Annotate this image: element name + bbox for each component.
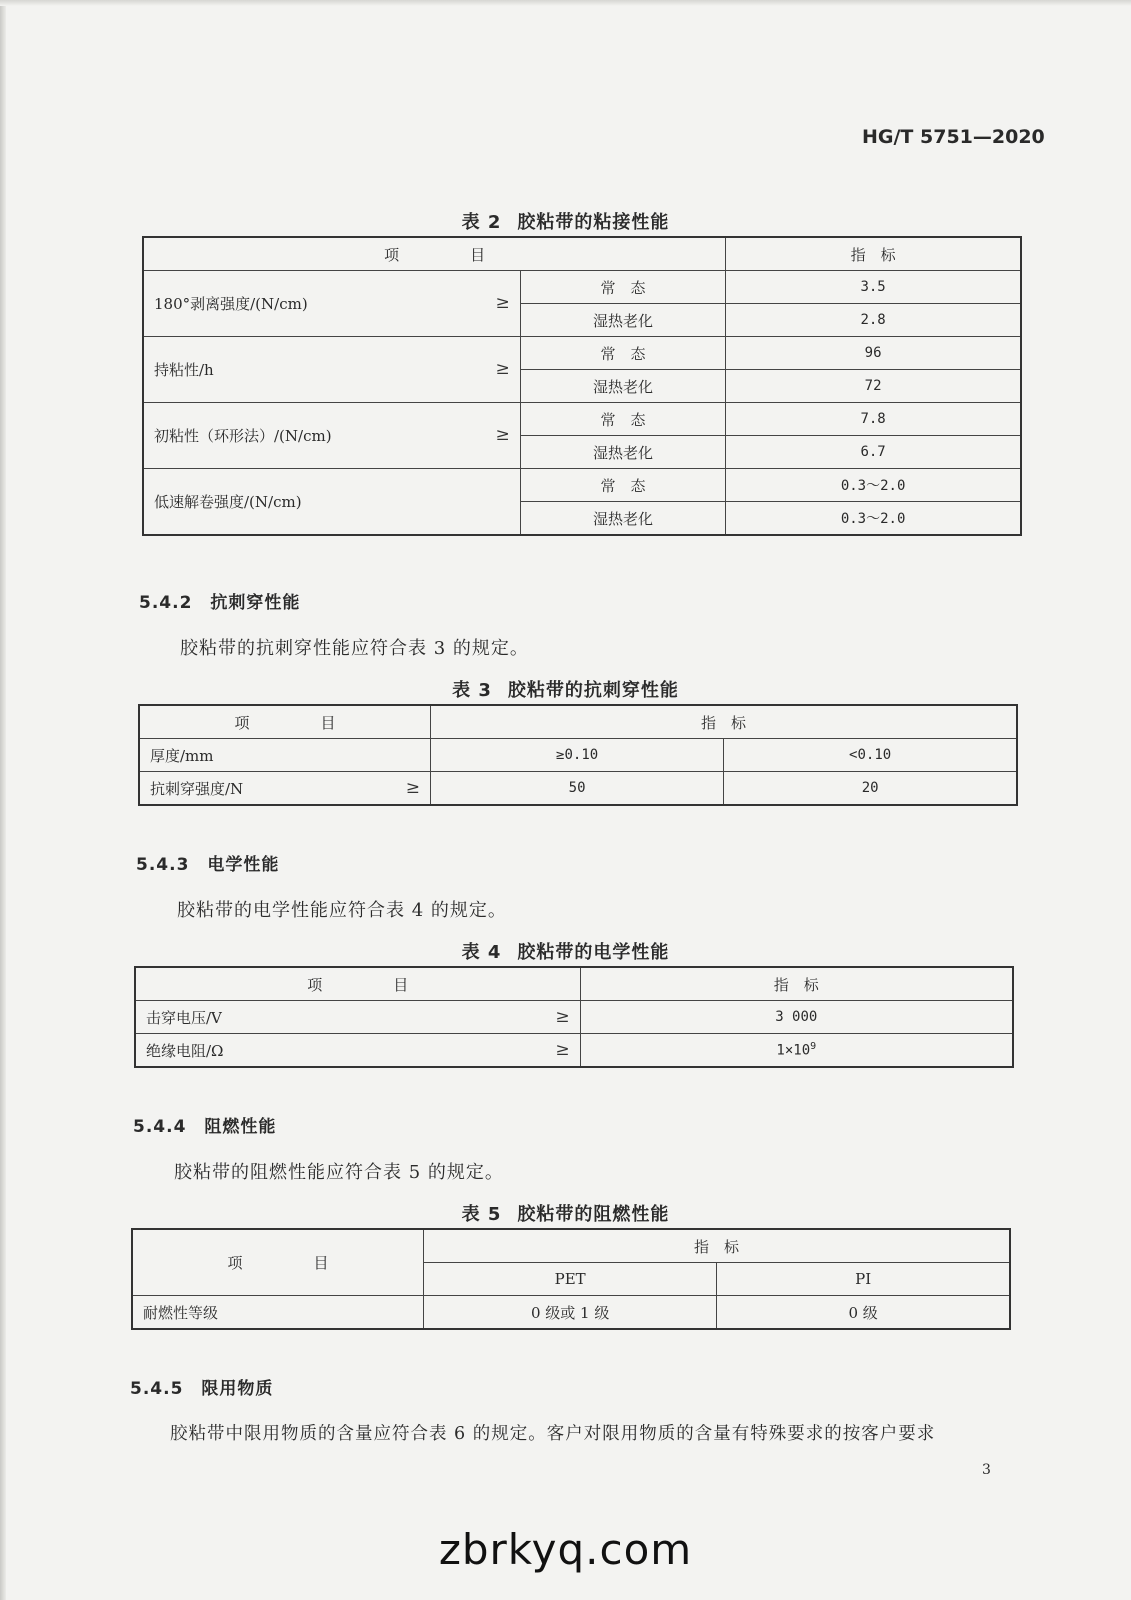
table5-caption-num: 表 5 xyxy=(461,1204,502,1225)
section-number: 5.4.5 xyxy=(130,1379,184,1399)
section-title: 限用物质 xyxy=(201,1379,274,1399)
table3-row-name: 厚度/mm xyxy=(139,739,430,772)
table5 xyxy=(131,1228,1011,1330)
table2-header-index: 指 标 xyxy=(726,237,1021,271)
table5-value: 0 级 xyxy=(717,1296,1010,1330)
table5-caption-title: 胶粘带的阻燃性能 xyxy=(517,1204,670,1225)
table2-caption-num: 表 2 xyxy=(461,212,502,233)
table5-header-item: 项 目 xyxy=(132,1229,424,1296)
row-label: 180°剥离强度/(N/cm) xyxy=(154,295,308,313)
table4-caption xyxy=(0,938,1131,964)
section-5-4-4-heading xyxy=(133,1112,276,1137)
row-label: 击穿电压/V xyxy=(146,1008,222,1027)
value-base: 1×10 xyxy=(776,1042,811,1059)
table3-header-item: 项 目 xyxy=(139,705,430,739)
section-5-4-4-text: 胶粘带的阻燃性能应符合表 5 的规定。 xyxy=(174,1162,504,1183)
table2-cond: 常 态 xyxy=(520,271,726,304)
table4-row-name xyxy=(135,1001,580,1034)
row-label: 抗刺穿强度/N xyxy=(150,779,244,798)
section-number: 5.4.2 xyxy=(139,593,193,613)
table4-value: 3 000 xyxy=(580,1001,1013,1034)
section-5-4-2-heading xyxy=(139,588,300,613)
table2-cond: 常 态 xyxy=(520,337,726,370)
table2-row-name xyxy=(143,271,520,337)
table2-value: 96 xyxy=(726,337,1021,370)
table2-value: 0.3～2.0 xyxy=(726,469,1021,502)
ge-symbol: ≥ xyxy=(495,359,510,379)
table5-caption xyxy=(0,1200,1131,1226)
table2-value: 72 xyxy=(726,370,1021,403)
table2-cond: 湿热老化 xyxy=(520,436,726,469)
page-edge-shadow xyxy=(0,0,6,1600)
table2-value: 3.5 xyxy=(726,271,1021,304)
table2-cond: 湿热老化 xyxy=(520,370,726,403)
table5-sub-pet: PET xyxy=(424,1263,717,1296)
standard-code: HG/T 5751—2020 xyxy=(862,126,1045,148)
ge-symbol: ≥ xyxy=(555,1006,570,1027)
table3-caption-num: 表 3 xyxy=(452,680,492,701)
table2-cond: 湿热老化 xyxy=(520,304,726,337)
page-number: 3 xyxy=(982,1462,991,1478)
table2-cond: 常 态 xyxy=(520,403,726,436)
row-label: 低速解卷强度/(N/cm) xyxy=(154,493,302,511)
table5-value: 0 级或 1 级 xyxy=(424,1296,717,1330)
section-5-4-2-text: 胶粘带的抗刺穿性能应符合表 3 的规定。 xyxy=(180,638,529,659)
section-5-4-5-heading xyxy=(130,1374,273,1399)
table4-header-index: 指 标 xyxy=(580,967,1013,1001)
section-number: 5.4.3 xyxy=(136,855,190,875)
ge-symbol: ≥ xyxy=(495,425,510,445)
section-title: 抗刺穿性能 xyxy=(210,593,301,613)
ge-symbol: ≥ xyxy=(495,293,510,313)
table3 xyxy=(138,704,1018,806)
section-title: 阻燃性能 xyxy=(204,1117,277,1137)
table5-row-name: 耐燃性等级 xyxy=(132,1296,424,1330)
row-label: 持粘性/h xyxy=(154,361,214,379)
table3-value: ≥0.10 xyxy=(430,739,723,772)
table3-row-name xyxy=(139,772,430,806)
section-5-4-5-text: 胶粘带中限用物质的含量应符合表 6 的规定。客户对限用物质的含量有特殊要求的按客户要求 xyxy=(170,1424,936,1444)
table4-caption-num: 表 4 xyxy=(461,942,502,963)
table3-header-index: 指 标 xyxy=(430,705,1017,739)
table3-value: 50 xyxy=(430,772,723,806)
table4-caption-title: 胶粘带的电学性能 xyxy=(517,942,670,963)
table2-value: 0.3～2.0 xyxy=(726,502,1021,536)
table5-header-index: 指 标 xyxy=(424,1229,1010,1263)
table2-caption-title: 胶粘带的粘接性能 xyxy=(517,212,670,233)
table4-header-item: 项 目 xyxy=(135,967,580,1001)
section-5-4-3-heading xyxy=(136,850,279,875)
table3-value: <0.10 xyxy=(724,739,1017,772)
table2-caption xyxy=(0,208,1131,234)
table4-row-name xyxy=(135,1034,580,1068)
row-label: 初粘性（环形法）/(N/cm) xyxy=(154,427,332,445)
table2-value: 7.8 xyxy=(726,403,1021,436)
table4-value xyxy=(580,1034,1013,1068)
table3-caption xyxy=(0,676,1131,702)
table2-row-name xyxy=(143,403,520,469)
table2 xyxy=(142,236,1022,536)
table3-value: 20 xyxy=(724,772,1017,806)
ge-symbol: ≥ xyxy=(405,777,420,798)
table4 xyxy=(134,966,1014,1068)
table2-row-name xyxy=(143,337,520,403)
section-5-4-3-text: 胶粘带的电学性能应符合表 4 的规定。 xyxy=(177,900,507,921)
table3-caption-title: 胶粘带的抗刺穿性能 xyxy=(507,680,679,701)
table2-cond: 常 态 xyxy=(520,469,726,502)
value-exponent: 9 xyxy=(810,1041,817,1053)
section-title: 电学性能 xyxy=(207,855,280,875)
section-number: 5.4.4 xyxy=(133,1117,187,1137)
table2-value: 2.8 xyxy=(726,304,1021,337)
table2-cond: 湿热老化 xyxy=(520,502,726,536)
row-label: 绝缘电阻/Ω xyxy=(146,1041,224,1060)
page-top-shadow xyxy=(0,0,1131,6)
table2-row-name xyxy=(143,469,520,536)
table2-header-item: 项 目 xyxy=(143,237,726,271)
table5-sub-pi: PI xyxy=(717,1263,1010,1296)
table2-value: 6.7 xyxy=(726,436,1021,469)
ge-symbol: ≥ xyxy=(555,1039,570,1060)
watermark: zbrkyq.com xyxy=(438,1525,693,1574)
